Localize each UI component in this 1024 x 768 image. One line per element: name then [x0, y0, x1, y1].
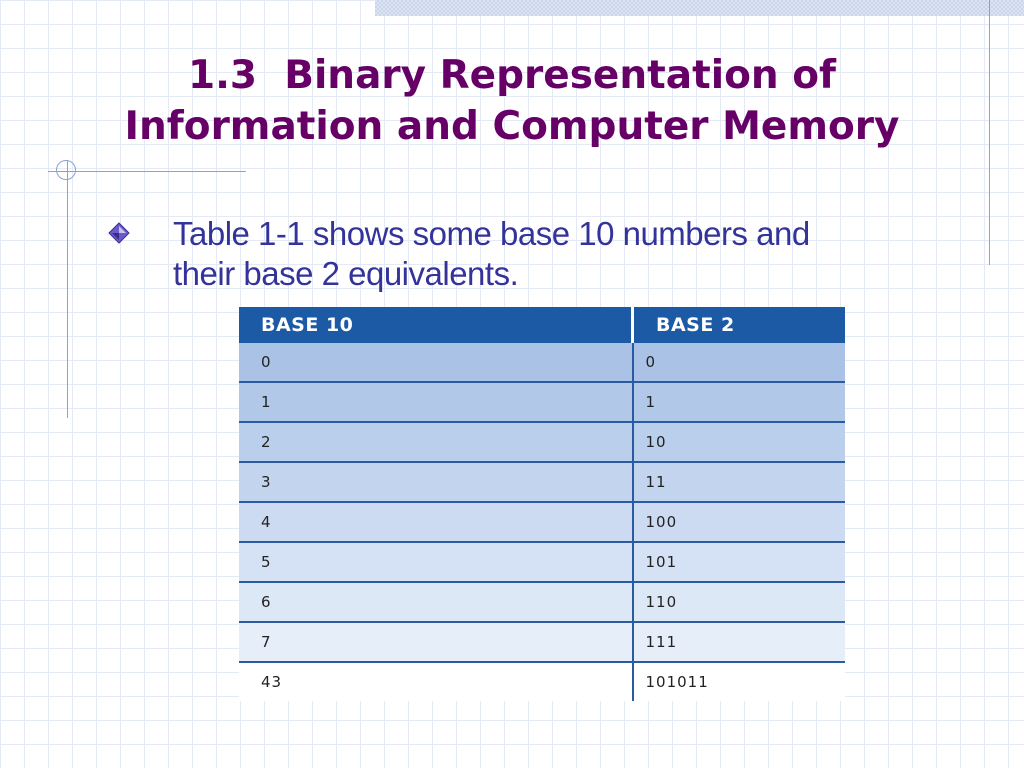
cell-base-10: 43	[239, 662, 633, 701]
cell-base-10: 5	[239, 542, 633, 582]
cell-base-2: 101	[633, 542, 846, 582]
header-base-10: BASE 10	[239, 307, 633, 343]
table-header-row	[239, 307, 845, 343]
header-base-2: BASE 2	[633, 307, 846, 343]
cell-base-2: 110	[633, 582, 846, 622]
slide-title	[40, 50, 984, 152]
bullet-line-1: Table 1-1 shows some base 10 numbers and	[173, 215, 810, 252]
table-row	[239, 502, 845, 542]
title-line-2: Information and Computer Memory	[124, 104, 900, 149]
cell-base-10: 2	[239, 422, 633, 462]
left-guide-line	[67, 160, 68, 418]
table-row	[239, 382, 845, 422]
cell-base-2: 10	[633, 422, 846, 462]
table-row	[239, 582, 845, 622]
bullet-text	[173, 214, 893, 294]
title-underline	[48, 171, 246, 172]
diamond-bullet-icon	[108, 222, 130, 244]
table-row	[239, 422, 845, 462]
table-row	[239, 343, 845, 382]
table-row	[239, 462, 845, 502]
cell-base-2: 1	[633, 382, 846, 422]
cell-base-10: 7	[239, 622, 633, 662]
base-conversion-table	[239, 307, 845, 701]
table-row	[239, 542, 845, 582]
bullet-line-2: their base 2 equivalents.	[173, 255, 519, 292]
cell-base-10: 0	[239, 343, 633, 382]
cell-base-2: 11	[633, 462, 846, 502]
cell-base-10: 3	[239, 462, 633, 502]
title-line-1: 1.3 Binary Representation of	[187, 53, 837, 98]
right-guide-line	[989, 0, 990, 265]
guide-circle	[56, 160, 76, 180]
cell-base-10: 1	[239, 382, 633, 422]
top-decorative-band	[375, 0, 1024, 16]
cell-base-2: 0	[633, 343, 846, 382]
cell-base-2: 101011	[633, 662, 846, 701]
table-row	[239, 622, 845, 662]
cell-base-10: 6	[239, 582, 633, 622]
cell-base-2: 111	[633, 622, 846, 662]
cell-base-2: 100	[633, 502, 846, 542]
cell-base-10: 4	[239, 502, 633, 542]
table-row	[239, 662, 845, 701]
